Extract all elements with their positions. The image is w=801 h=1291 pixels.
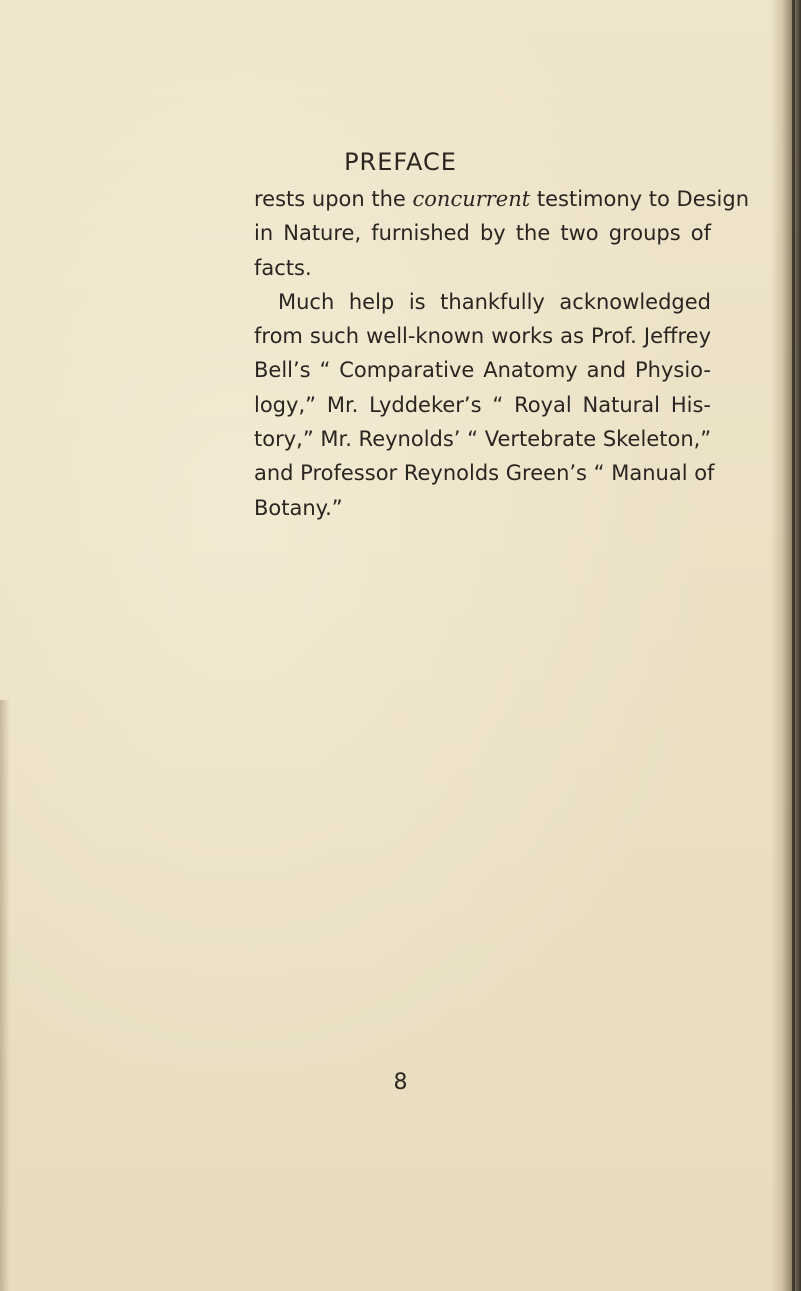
running-header: PREFACE	[344, 148, 457, 176]
text-line: Botany.”	[254, 495, 343, 520]
page-right-edge	[771, 0, 801, 1291]
text-line: in Nature, furnished by the two groups of	[254, 221, 711, 246]
text-run: testimony to Design	[536, 187, 750, 211]
text-run: rests upon the	[254, 187, 406, 211]
page-binding-line	[792, 0, 795, 1291]
text-line: facts.	[254, 255, 312, 280]
text-line: from such well-known works as Prof. Jeffrey	[254, 324, 711, 349]
emphasis-word: concurrent	[412, 187, 531, 211]
text-line: Much help is thankfully acknowledged	[278, 289, 711, 314]
text-line: tory,” Mr. Reynolds’ “ Vertebrate Skeleton,”	[254, 427, 712, 452]
text-line: logy,” Mr. Lyddeker’s “ Royal Natural His-	[254, 392, 711, 417]
text-line: Bell’s “ Comparative Anatomy and Physio-	[254, 358, 711, 383]
text-line	[254, 182, 750, 216]
page-number: 8	[393, 1070, 408, 1095]
page-left-shadow	[0, 700, 10, 1291]
body-paragraphs	[254, 182, 750, 525]
text-line: and Professor Reynolds Green’s “ Manual of	[254, 461, 715, 486]
